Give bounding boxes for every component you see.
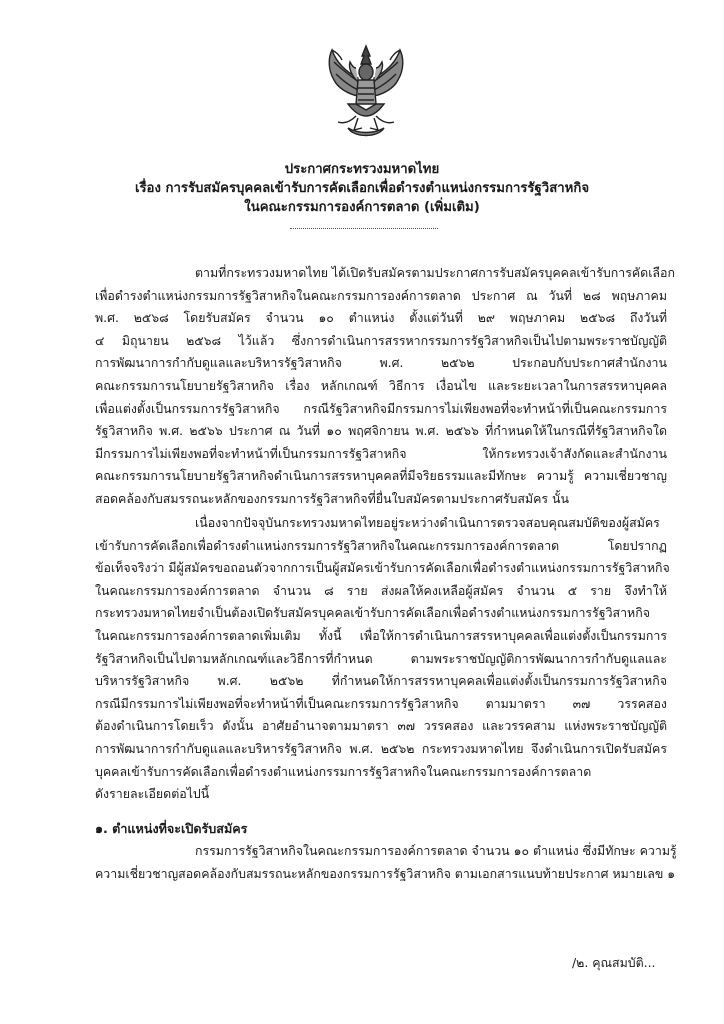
continuation-marker: /๒. คุณสมบัติ... bbox=[572, 955, 656, 970]
paragraph-line: การพัฒนาการกำกับดูแลและบริหารรัฐวิสาหกิจ พ.ศ. ๒๕๖๒ กระทรวงมหาดไทย จึงดำเนินการเปิดรับสมัคร bbox=[95, 740, 667, 756]
paragraph-line: ข้อเท็จจริงว่า มีผู้สมัครขอถอนตัวจากการเป็นผู้สมัครเข้ารับการคัดเลือกเพื่อดำรงตำแหน่งกรรมการรัฐวิสาหกิจ bbox=[95, 560, 670, 576]
paragraph-line: เนื่องจากปัจจุบันกระทรวงมหาดไทยอยู่ระหว่างดำเนินการตรวจสอบคุณสมบัติของผู้สมัคร bbox=[195, 515, 660, 530]
paragraph-line: บุคคลเข้ารับการคัดเลือกเพื่อดำรงตำแหน่งกรรมการรัฐวิสาหกิจในคณะกรรมการองค์การตลาด bbox=[95, 763, 592, 779]
garuda-emblem-icon bbox=[318, 42, 414, 142]
paragraph-line: ในคณะกรรมการองค์การตลาดเพิ่มเติม ทั้งนี้ เพื่อให้การดำเนินการสรรหาบุคคลเพื่อแต่งตั้งเป็นกรรมการ bbox=[95, 627, 667, 643]
paragraph-line: เพื่อแต่งตั้งเป็นกรรมการรัฐวิสาหกิจ กรณีรัฐวิสาหกิจมีกรรมการไม่เพียงพอที่จะทำหน้าที่เป็นคณะกรรมการ bbox=[95, 400, 667, 416]
paragraph-line: เข้ารับการคัดเลือกเพื่อดำรงตำแหน่งกรรมการรัฐวิสาหกิจในคณะกรรมการองค์การตลาด โดยปรากฏ bbox=[95, 537, 667, 553]
paragraph-line: รัฐวิสาหกิจเป็นไปตามหลักเกณฑ์และวิธีการที่กำหนด ตามพระราชบัญญัติการพัฒนาการกำกับดูแลและ bbox=[95, 650, 667, 666]
paragraph-line: พ.ศ. ๒๕๖๘ โดยรับสมัคร จำนวน ๑๐ ตำแหน่ง ตั้งแต่วันที่ ๒๙ พฤษภาคม ๒๕๖๘ ถึงวันที่ bbox=[95, 310, 667, 326]
paragraph-line: ดังรายละเอียดต่อไปนี้ bbox=[95, 786, 210, 802]
paragraph-line: คณะกรรมการนโยบายรัฐวิสาหกิจ เรื่อง หลักเกณฑ์ วิธีการ เงื่อนไข และระยะเวลาในการสรรหาบุคคล bbox=[95, 377, 667, 393]
paragraph-line: คณะกรรมการนโยบายรัฐวิสาหกิจดำเนินการสรรหาบุคคลที่มีจริยธรรมและมีทักษะ ความรู้ ความเชี่ยวชาญ bbox=[95, 468, 667, 484]
paragraph-line: บริหารรัฐวิสาหกิจ พ.ศ. ๒๕๖๒ ที่กำหนดให้การสรรหาบุคคลเพื่อแต่งตั้งเป็นกรรมการรัฐวิสาหกิจ bbox=[95, 673, 667, 689]
paragraph-1 bbox=[95, 262, 675, 511]
document-subject-line-1: เรื่อง การรับสมัครบุคคลเข้ารับการคัดเลือกเพื่อดำรงตำแหน่งกรรมการรัฐวิสาหกิจ bbox=[134, 181, 590, 196]
paragraph-line: กรรมการรัฐวิสาหกิจในคณะกรรมการองค์การตลาด จำนวน ๑๐ ตำแหน่ง ซึ่งมีทักษะ ความรู้ bbox=[195, 843, 677, 858]
paragraph-line: การพัฒนาการกำกับดูแลและบริหารรัฐวิสาหกิจ พ.ศ. ๒๕๖๒ ประกอบกับประกาศสำนักงาน bbox=[95, 355, 667, 371]
section-1-body bbox=[95, 840, 677, 885]
paragraph-line: ต้องดำเนินการโดยเร็ว ดังนั้น อาศัยอำนาจตามมาตรา ๓๗ วรรคสอง และวรรคสาม แห่งพระราชบัญญัติ bbox=[95, 718, 667, 734]
document-title: ประกาศกระทรวงมหาดไทย bbox=[284, 162, 440, 177]
paragraph-line: กระทรวงมหาดไทยจำเป็นต้องเปิดรับสมัครบุคคลเข้ารับการคัดเลือกเพื่อดำรงตำแหน่งกรรมการรัฐวิสาหกิจ bbox=[95, 605, 650, 621]
paragraph-line: ตามที่กระทรวงมหาดไทย ได้เปิดรับสมัครตามประกาศการรับสมัครบุคคลเข้ารับการคัดเลือก bbox=[195, 265, 675, 280]
paragraph-line: ๔ มิถุนายน ๒๕๖๘ ไว้แล้ว ซึ่งการดำเนินการสรรหากรรมการรัฐวิสาหกิจเป็นไปตามพระราชบัญญัติ bbox=[95, 332, 667, 348]
header-separator bbox=[290, 228, 438, 229]
paragraph-line: มีกรรมการไม่เพียงพอที่จะทำหน้าที่เป็นกรรมการรัฐวิสาหกิจ ให้กระทรวงเจ้าสังกัดและสำนักงาน bbox=[95, 445, 667, 461]
paragraph-line: ความเชี่ยวชาญสอดคล้องกับสมรรถนะหลักของกรรมการรัฐวิสาหกิจ ตามเอกสารแนบท้ายประกาศ หมายเลข ๑ bbox=[95, 865, 676, 881]
document-header bbox=[0, 160, 724, 217]
paragraph-line: รัฐวิสาหกิจ พ.ศ. ๒๕๖๖ ประกาศ ณ วันที่ ๑๐ พฤศจิกายน พ.ศ. ๒๕๖๖ ที่กำหนดให้ในกรณีที่รัฐวิสาหกิจใด bbox=[95, 423, 667, 439]
section-1-heading: ๑. ตำแหน่งที่จะเปิดรับสมัคร bbox=[95, 821, 248, 836]
paragraph-line: สอดคล้องกับสมรรถนะหลักของกรรมการรัฐวิสาหกิจที่ยื่นใบสมัครตามประกาศรับสมัคร นั้น bbox=[95, 490, 569, 506]
paragraph-line: ในคณะกรรมการองค์การตลาด จำนวน ๘ ราย ส่งผลให้คงเหลือผู้สมัคร จำนวน ๕ ราย จึงทำให้ bbox=[95, 582, 667, 598]
document-subject-line-2: ในคณะกรรมการองค์การตลาด (เพิ่มเติม) bbox=[244, 200, 480, 215]
paragraph-2 bbox=[95, 512, 670, 806]
paragraph-line: เพื่อดำรงตำแหน่งกรรมการรัฐวิสาหกิจในคณะกรรมการองค์การตลาด ประกาศ ณ วันที่ ๒๘ พฤษภาคม bbox=[95, 287, 667, 303]
paragraph-line: กรณีมีกรรมการไม่เพียงพอที่จะทำหน้าที่เป็นคณะกรรมการรัฐวิสาหกิจ ตามมาตรา ๓๗ วรรคสอง bbox=[95, 695, 667, 711]
